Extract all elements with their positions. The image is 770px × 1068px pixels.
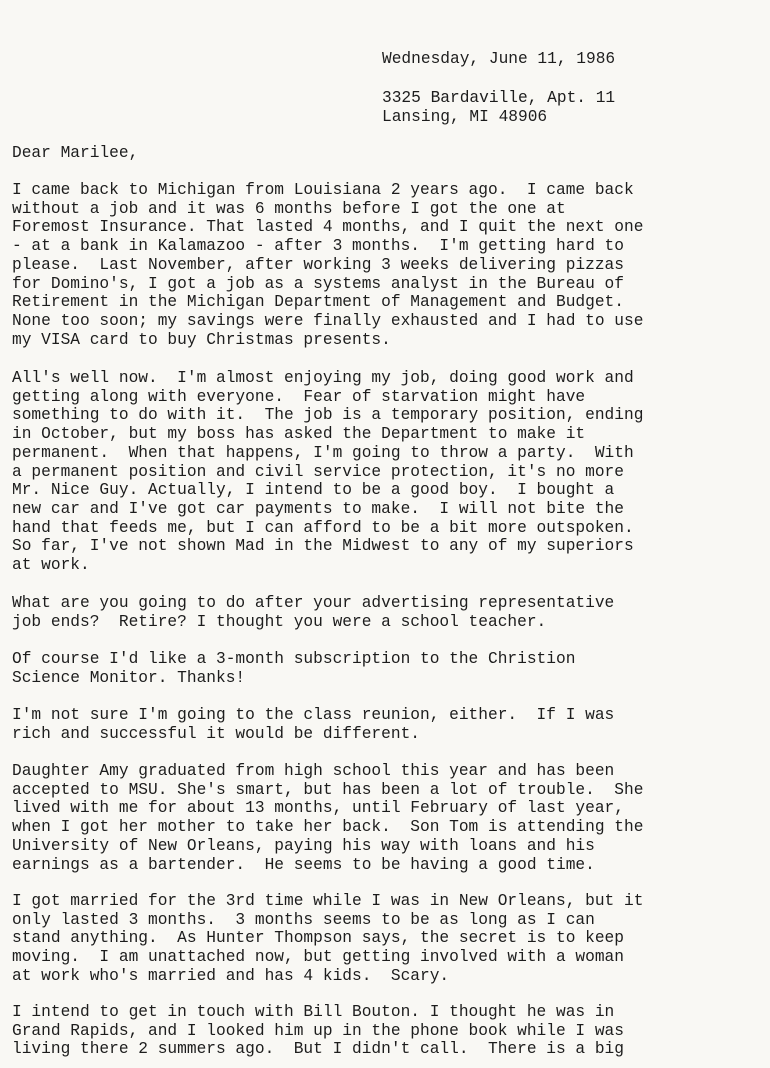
- text-line: I came back to Michigan from Louisiana 2 years ago. I came back: [12, 181, 634, 199]
- text-line: - at a bank in Kalamazoo - after 3 months. I'm getting hard to: [12, 237, 624, 256]
- text-line: All's well now. I'm almost enjoying my job, doing good work and: [12, 369, 634, 387]
- text-line: living there 2 summers ago. But I didn't call. There is a big: [12, 1040, 624, 1059]
- text-line: moving. I am unattached now, but getting involved with a woman: [12, 948, 624, 967]
- paragraph: [12, 650, 575, 687]
- text-line: Daughter Amy graduated from high school this year and has been: [12, 762, 615, 780]
- text-line: getting along with everyone. Fear of starvation might have: [12, 387, 586, 406]
- text-line: Mr. Nice Guy. Actually, I intend to be a good boy. I bought a: [12, 481, 615, 500]
- text-line: job ends? Retire? I thought you were a school teacher.: [12, 612, 547, 631]
- text-line: at work.: [12, 556, 90, 575]
- text-line: None too soon; my savings were finally exhausted and I had to use: [12, 311, 644, 330]
- text-line: I'm not sure I'm going to the class reunion, either. If I was: [12, 706, 615, 724]
- text-line: accepted to MSU. She's smart, but has been a lot of trouble. She: [12, 780, 644, 799]
- text-line: when I got her mother to take her back. Son Tom is attending the: [12, 818, 644, 837]
- text-line: for Domino's, I got a job as a systems analyst in the Bureau of: [12, 274, 624, 293]
- text-line: only lasted 3 months. 3 months seems to be as long as I can: [12, 910, 595, 929]
- text-line: stand anything. As Hunter Thompson says, the secret is to keep: [12, 929, 624, 948]
- text-line: I intend to get in touch with Bill Bouton. I thought he was in: [12, 1003, 615, 1021]
- text-line: something to do with it. The job is a temporary position, ending: [12, 406, 644, 425]
- text-line: lived with me for about 13 months, until February of last year,: [12, 799, 624, 818]
- paragraph: [12, 594, 614, 631]
- text-line: permanent. When that happens, I'm going to throw a party. With: [12, 443, 634, 462]
- salutation: Dear Marilee,: [12, 144, 139, 162]
- text-line: in October, but my boss has asked the Department to make it: [12, 425, 586, 444]
- text-line: Science Monitor. Thanks!: [12, 668, 246, 687]
- text-line: I got married for the 3rd time while I was in New Orleans, but it: [12, 892, 644, 910]
- paragraph: [12, 892, 643, 986]
- text-line: So far, I've not shown Mad in the Midwest to any of my superiors: [12, 537, 634, 556]
- text-line: Foremost Insurance. That lasted 4 months, and I quit the next one: [12, 218, 644, 237]
- text-line: rich and successful it would be different.: [12, 724, 420, 743]
- paragraph: [12, 706, 614, 743]
- text-line: without a job and it was 6 months before I got the one at: [12, 199, 566, 218]
- text-line: earnings as a bartender. He seems to be having a good time.: [12, 855, 595, 874]
- text-line: University of New Orleans, paying his way with loans and his: [12, 836, 595, 855]
- paragraph: [12, 1003, 624, 1059]
- address-line: Lansing, MI 48906: [382, 107, 548, 126]
- address-line: 3325 Bardaville, Apt. 11: [382, 89, 616, 107]
- text-line: Retirement in the Michigan Department of Management and Budget.: [12, 293, 624, 312]
- text-line: please. Last November, after working 3 weeks delivering pizzas: [12, 255, 624, 274]
- text-line: a permanent position and civil service protection, it's no more: [12, 462, 624, 481]
- text-line: new car and I've got car payments to make. I will not bite the: [12, 499, 624, 518]
- text-line: at work who's married and has 4 kids. Scary.: [12, 966, 450, 985]
- letter-date: Wednesday, June 11, 1986: [382, 50, 616, 68]
- paragraph: [12, 181, 643, 349]
- paragraph: [12, 369, 643, 575]
- return-address: [382, 89, 615, 126]
- text-line: my VISA card to buy Christmas presents.: [12, 330, 391, 349]
- text-line: Grand Rapids, and I looked him up in the phone book while I was: [12, 1021, 624, 1040]
- text-line: What are you going to do after your advertising representative: [12, 594, 615, 612]
- text-line: Of course I'd like a 3-month subscription to the Christion: [12, 650, 576, 668]
- paragraph: [12, 762, 643, 874]
- text-line: hand that feeds me, but I can afford to be a bit more outspoken.: [12, 518, 634, 537]
